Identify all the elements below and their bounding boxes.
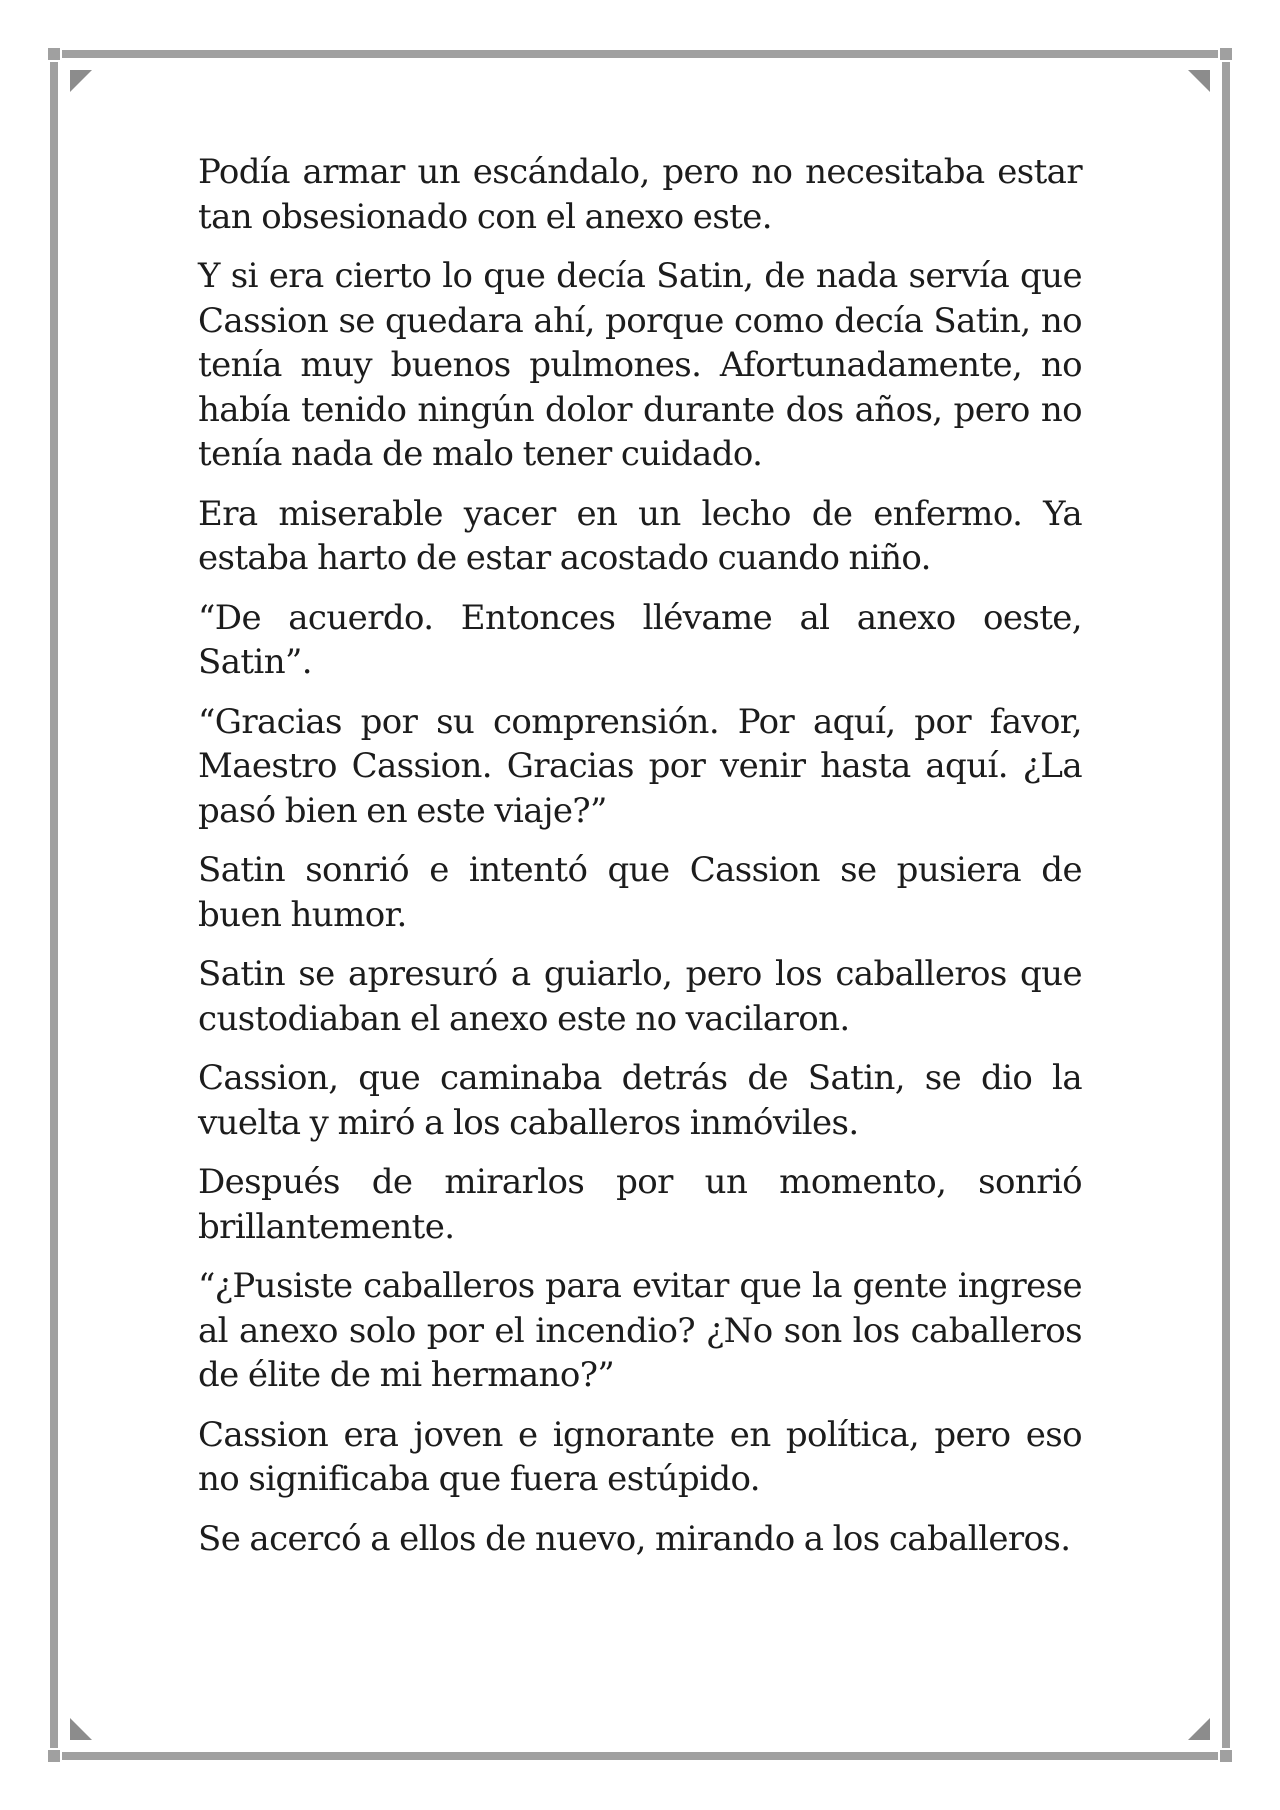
paragraph: “Gracias por su comprensión. Por aquí, por favor, Maestro Cassion. Gracias por venir hasta aquí. ¿La pasó bien en este viaje?” [198, 701, 1082, 831]
paragraph: Satin se apresuró a guiarlo, pero los caballeros que custodiaban el anexo este no vacilaron. [198, 954, 1082, 1039]
paragraph: Cassion era joven e ignorante en política, pero eso no significaba que fuera estúpido. [198, 1414, 1082, 1499]
corner-triangle-bottom-left [70, 1718, 92, 1740]
corner-triangle-bottom-right [1188, 1718, 1210, 1740]
paragraph: Se acercó a ellos de nuevo, mirando a los caballeros. [198, 1518, 1071, 1559]
corner-triangle-top-right [1188, 70, 1210, 92]
paragraph: “De acuerdo. Entonces llévame al anexo oeste, Satin”. [198, 597, 1082, 682]
paragraph: Era miserable yacer en un lecho de enfermo. Ya estaba harto de estar acostado cuando niño. [198, 493, 1082, 578]
corner-triangle-top-left [70, 70, 92, 92]
paragraph: Cassion, que caminaba detrás de Satin, se dio la vuelta y miró a los caballeros inmóviles. [198, 1058, 1082, 1143]
page-text-body [198, 150, 1082, 1576]
paragraph: “¿Pusiste caballeros para evitar que la gente ingrese al anexo solo por el incendio? ¿No son los caballeros de élite de mi hermano?” [198, 1266, 1082, 1395]
paragraph: Podía armar un escándalo, pero no necesitaba estar tan obsesionado con el anexo este. [198, 152, 1082, 237]
paragraph: Después de mirarlos por un momento, sonrió brillantemente. [198, 1162, 1082, 1247]
paragraph: Y si era cierto lo que decía Satin, de nada servía que Cassion se quedara ahí, porque como decía Satin, no tenía muy buenos pulmones. Afortunadamente, no había tenido ningún dolor durante dos años, pero no tenía nada de malo tener cuidado. [198, 256, 1082, 474]
paragraph: Satin sonrió e intentó que Cassion se pusiera de buen humor. [198, 850, 1082, 935]
